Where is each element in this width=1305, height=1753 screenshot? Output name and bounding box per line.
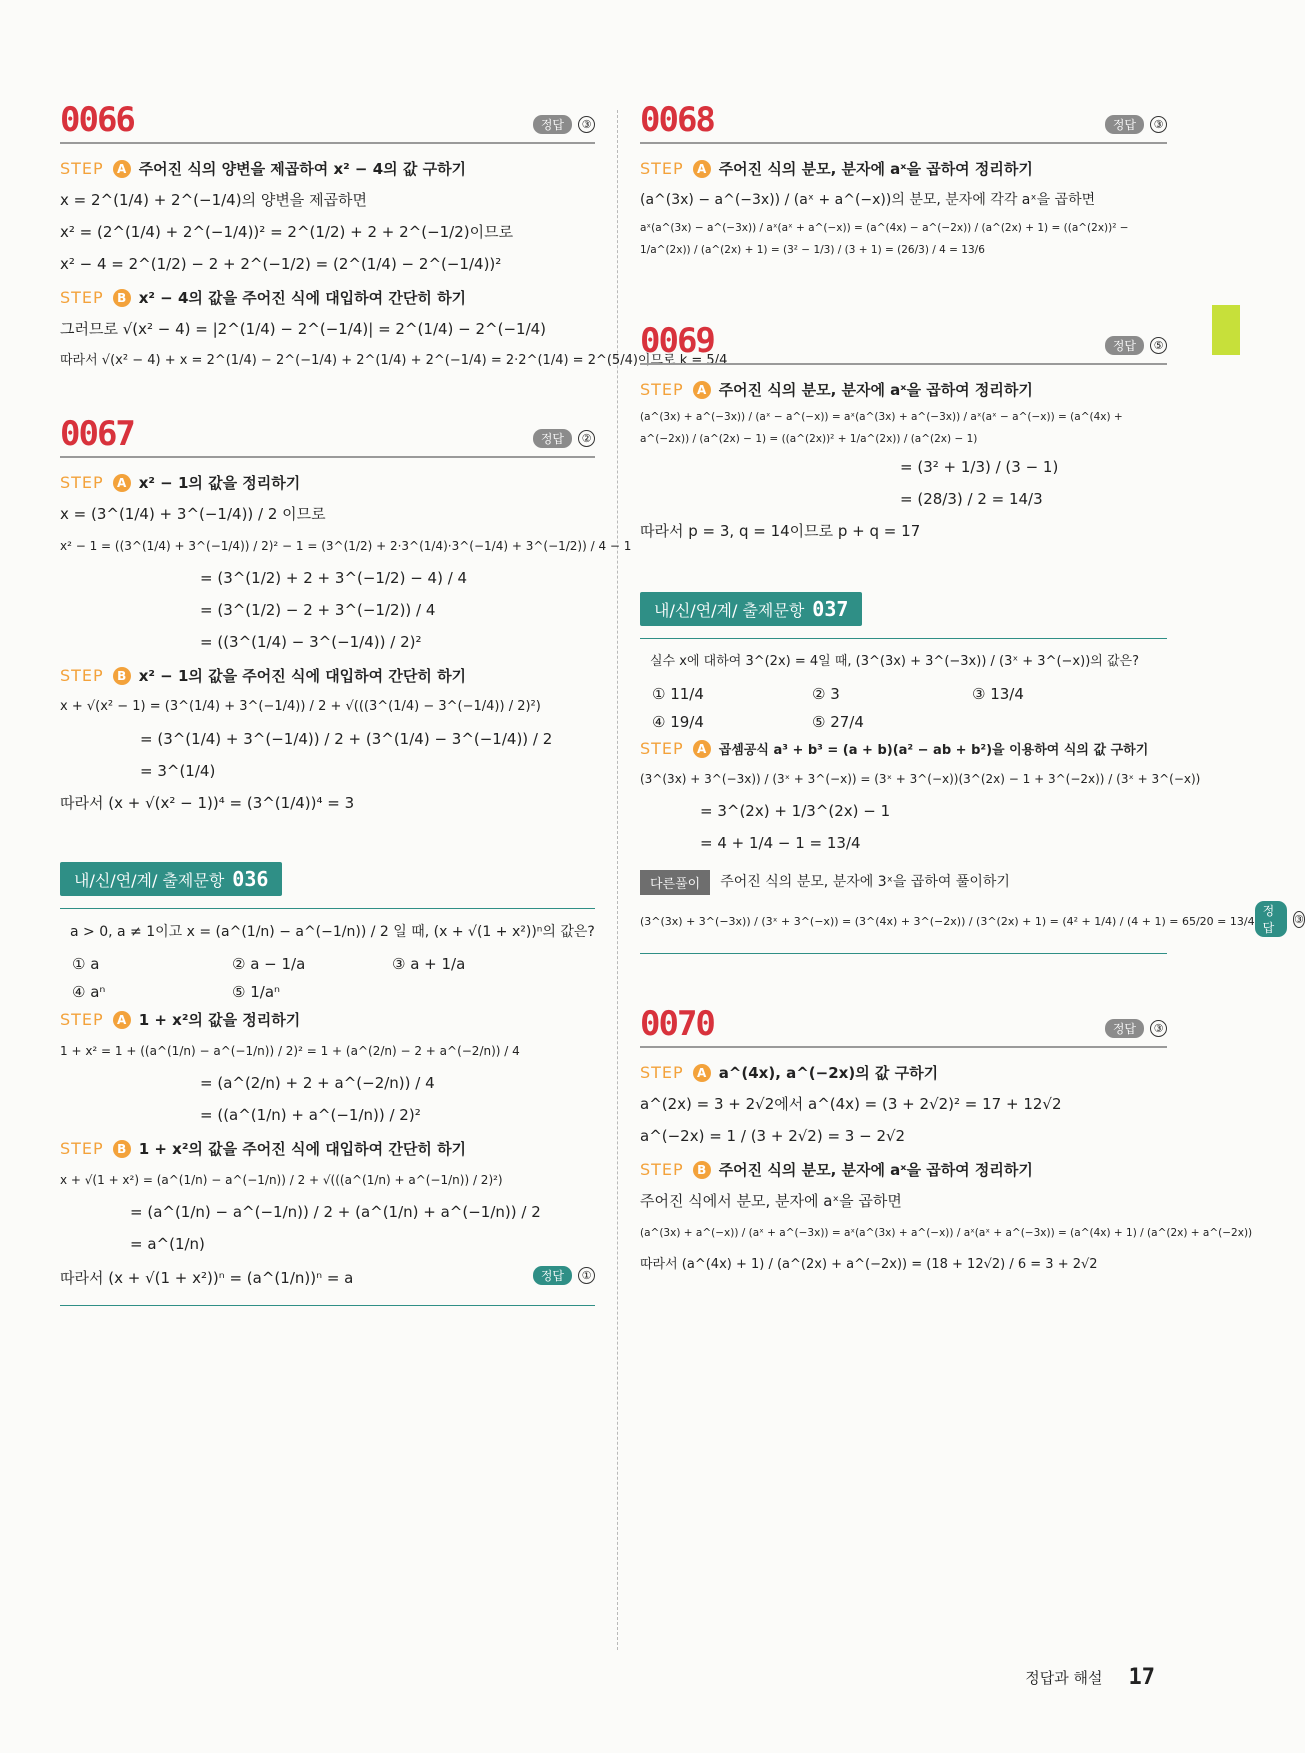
solution-line: = (3² + 1/3) / (3 − 1) [900,458,1059,476]
answer-indicator [1105,115,1167,134]
solution-line: aˣ(a^(3x) − a^(−3x)) / aˣ(aˣ + a^(−x)) = (a^(4x) − a^(−2x)) / (a^(2x) + 1) = ((a^(2x))² − 1/a^(2x)) / (a^(2x) + 1) = (3² − 1/3) / (3 + 1) = (26/3) / 4 = 13/6 [640,222,1129,256]
question-text: 실수 x에 대하여 3^(2x) = 4일 때, (3^(3x) + 3^(−3x)) / (3ˣ + 3^(−x))의 값은? [650,654,1139,669]
choice-2: ② 3 [812,685,840,703]
solution-line: (a^(3x) + a^(−x)) / (aˣ + a^(−3x)) = aˣ(a^(3x) + a^(−x)) / aˣ(aˣ + a^(−3x)) = (a^(4x) + 1) / (a^(2x) + a^(−2x)) [640,1227,1253,1239]
solution-line: x² − 1 = ((3^(1/4) + 3^(−1/4)) / 2)² − 1 = (3^(1/2) + 2·3^(1/4)·3^(−1/4) + 3^(−1/2)) / 4 − 1 [60,539,632,553]
linked-problem-036 [60,856,595,1306]
page-number: 17 [1128,1665,1155,1690]
answer-indicator [1105,1019,1167,1038]
step-title: 1 + x²의 값을 정리하기 [138,1011,301,1029]
step-letter: A [693,740,711,758]
answer-value: ③ [1150,116,1167,133]
problem-header [640,100,1167,144]
problem-number: 0067 [60,414,134,454]
step-letter: B [113,1140,131,1158]
question-text: a > 0, a ≠ 1이고 x = (a^(1/n) − a^(−1/n)) / 2 일 때, (x + √(1 + x²))ⁿ의 값은? [70,924,595,940]
step-b-heading [60,287,595,308]
step-title: a^(4x), a^(−2x)의 값 구하기 [718,1064,939,1082]
answer-badge: 정답 [1255,901,1287,937]
solution-line: x + √(1 + x²) = (a^(1/n) − a^(−1/n)) / 2 + √(((a^(1/n) + a^(−1/n)) / 2)²) [60,1173,503,1187]
answer-badge: 정답 [1105,336,1144,355]
solution-line: = (3^(1/4) + 3^(−1/4)) / 2 + (3^(1/4) − 3^(−1/4)) / 2 [140,730,553,748]
banner-rule [60,856,595,909]
step-label: STEP [60,473,104,492]
solution-line: (a^(3x) − a^(−3x)) / (aˣ + a^(−x))의 분모, 분자에 각각 aˣ을 곱하면 [640,192,1096,208]
banner-label: 내/신/연/계/ 출제문항 [654,600,805,620]
step-letter: A [113,160,131,178]
step-title: 주어진 식의 분모, 분자에 aˣ을 곱하여 정리하기 [718,381,1033,399]
final-answer-row [640,901,1304,943]
answer-value: ② [578,430,595,447]
chapter-tab-marker [1212,305,1240,355]
choice-1: ① a [72,955,100,973]
answer-badge: 정답 [1105,115,1144,134]
answer-value: ③ [578,116,595,133]
solution-line: 따라서 (a^(4x) + 1) / (a^(2x) + a^(−2x)) = (18 + 12√2) / 6 = 3 + 2√2 [640,1257,1098,1272]
solution-line: = (a^(2/n) + 2 + a^(−2/n)) / 4 [200,1074,435,1092]
answer-choices [60,955,595,1001]
step-label: STEP [640,1160,684,1179]
alternative-solution-heading [640,860,1167,901]
banner-label: 내/신/연/계/ 출제문항 [74,870,225,890]
solution-line: 따라서 p = 3, q = 14이므로 p + q = 17 [640,522,921,540]
solution-line: 그러므로 √(x² − 4) = |2^(1/4) − 2^(−1/4)| = 2^(1/4) − 2^(−1/4) [60,320,547,338]
answer-indicator [533,1266,595,1285]
answer-indicator [533,115,595,134]
banner-number: 037 [812,597,849,621]
step-label: STEP [60,666,104,685]
answer-indicator [1255,901,1305,937]
problem-header [640,1004,1167,1048]
solution-line: = (3^(1/2) + 2 + 3^(−1/2) − 4) / 4 [200,569,468,587]
step-label: STEP [640,739,684,758]
solution-line: 따라서 √(x² − 4) + x = 2^(1/4) − 2^(−1/4) + 2^(1/4) + 2^(−1/4) = 2·2^(1/4) = 2^(5/4)이므로 k = 5/4 [60,353,728,368]
problem-header [60,100,595,144]
step-title: 주어진 식의 양변을 제곱하여 x² − 4의 값 구하기 [138,160,467,178]
step-label: STEP [640,1063,684,1082]
step-b-heading [60,1138,595,1159]
choice-5: ⑤ 27/4 [812,713,864,731]
solution-line: = (3^(1/2) − 2 + 3^(−1/2)) / 4 [200,601,436,619]
solution-line: x² − 4 = 2^(1/2) − 2 + 2^(−1/2) = (2^(1/4) − 2^(−1/4))² [60,255,502,273]
solution-line: (3^(3x) + 3^(−3x)) / (3ˣ + 3^(−x)) = (3ˣ + 3^(−x))(3^(2x) − 1 + 3^(−2x)) / (3ˣ + 3^(−x)) [640,772,1201,786]
answer-badge: 정답 [533,1266,572,1285]
choice-3: ③ a + 1/a [392,955,466,973]
problem-header [60,414,595,458]
answer-value: ③ [1150,1020,1167,1037]
step-a-heading [640,739,1167,758]
step-label: STEP [60,288,104,307]
step-a-heading [60,158,595,179]
step-letter: A [113,1011,131,1029]
solution-line: a^(−2x) = 1 / (3 + 2√2) = 3 − 2√2 [640,1127,906,1145]
answer-value: ① [578,1267,595,1284]
choice-4: ④ aⁿ [72,983,106,1001]
step-b-heading [640,1159,1167,1180]
answer-value: ③ [1294,912,1304,926]
choice-1: ① 11/4 [652,685,704,703]
solution-line: = (28/3) / 2 = 14/3 [900,490,1043,508]
alt-solution-label: 다른풀이 [640,870,710,895]
choice-4: ④ 19/4 [652,713,704,731]
step-a-heading [60,472,595,493]
choice-5: ⑤ 1/aⁿ [232,983,280,1001]
problem-0069 [640,321,1167,546]
step-letter: B [693,1161,711,1179]
step-title: x² − 1의 값을 정리하기 [138,474,301,492]
answer-value: ⑤ [1150,337,1167,354]
solution-line: x + √(x² − 1) = (3^(1/4) + 3^(−1/4)) / 2 + √(((3^(1/4) − 3^(−1/4)) / 2)²) [60,699,541,714]
problem-0067 [60,414,632,818]
linked-problem-banner [640,592,862,626]
solution-line: a^(2x) = 3 + 2√2에서 a^(4x) = (3 + 2√2)² = 17 + 12√2 [640,1095,1062,1113]
solution-line: = ((a^(1/n) + a^(−1/n)) / 2)² [200,1106,421,1124]
solution-line: = 3^(2x) + 1/3^(2x) − 1 [700,802,891,820]
solution-line: = (a^(1/n) − a^(−1/n)) / 2 + (a^(1/n) + a^(−1/n)) / 2 [130,1203,541,1221]
answer-badge: 정답 [533,115,572,134]
choice-3: ③ 13/4 [972,685,1024,703]
section-end-rule [60,1305,595,1306]
step-letter: A [113,474,131,492]
step-label: STEP [640,380,684,399]
problem-number: 0070 [640,1004,714,1044]
solution-line: (a^(3x) + a^(−3x)) / (aˣ − a^(−x)) = aˣ(a^(3x) + a^(−3x)) / aˣ(aˣ − a^(−x)) = (a^(4x) + a^(−2x)) / (a^(2x) − 1) = ((a^(2x))² + 1/a^(2x)) / (a^(2x) − 1) [640,411,1123,445]
solution-line: 주어진 식에서 분모, 분자에 aˣ을 곱하면 [640,1192,902,1210]
step-letter: B [113,289,131,307]
linked-problem-037 [640,586,1304,954]
problem-header [640,321,1167,365]
problem-0070 [640,1004,1253,1280]
step-label: STEP [60,1010,104,1029]
solution-line: 따라서 (x + √(x² − 1))⁴ = (3^(1/4))⁴ = 3 [60,794,355,812]
final-answer-row [60,1261,595,1295]
step-title: 1 + x²의 값을 주어진 식에 대입하여 간단히 하기 [138,1140,467,1158]
step-b-heading [60,665,595,686]
banner-number: 036 [232,867,269,891]
solution-line: x = 2^(1/4) + 2^(−1/4)의 양변을 제곱하면 [60,191,368,209]
step-letter: A [693,1064,711,1082]
step-label: STEP [60,159,104,178]
answer-badge: 정답 [1105,1019,1144,1038]
problem-number: 0068 [640,100,714,140]
solution-line: 1 + x² = 1 + ((a^(1/n) − a^(−1/n)) / 2)² = 1 + (a^(2/n) − 2 + a^(−2/n)) / 4 [60,1044,520,1058]
solution-line: x = (3^(1/4) + 3^(−1/4)) / 2 이므로 [60,505,326,523]
banner-rule [640,586,1167,639]
step-letter: A [693,160,711,178]
problem-0068 [640,100,1167,261]
right-column [640,100,1304,1318]
step-a-heading [640,379,1167,400]
step-letter: B [113,667,131,685]
step-letter: A [693,381,711,399]
step-a-heading [640,1062,1167,1083]
answer-badge: 정답 [533,429,572,448]
step-title: 주어진 식의 분모, 분자에 aˣ을 곱하여 정리하기 [718,1161,1033,1179]
step-title: 주어진 식의 분모, 분자에 aˣ을 곱하여 정리하기 [718,160,1033,178]
answer-indicator [533,429,595,448]
answer-indicator [1105,336,1167,355]
step-a-heading [60,1009,595,1030]
footer-label: 정답과 해설 [1025,1669,1103,1687]
column-divider [617,110,618,1650]
problem-number: 0066 [60,100,134,140]
solution-line: = 4 + 1/4 − 1 = 13/4 [700,834,861,852]
alt-solution-title: 주어진 식의 분모, 분자에 3ˣ을 곱하여 풀이하기 [720,873,1010,890]
page-footer [1025,1665,1155,1690]
step-title: x² − 4의 값을 주어진 식에 대입하여 간단히 하기 [138,289,467,307]
step-a-heading [640,158,1167,179]
solution-line: = ((3^(1/4) − 3^(−1/4)) / 2)² [200,633,422,651]
linked-problem-banner [60,862,282,896]
solution-line: x² = (2^(1/4) + 2^(−1/4))² = 2^(1/2) + 2 + 2^(−1/2)이므로 [60,223,514,241]
solution-line: = a^(1/n) [130,1235,205,1253]
section-end-rule [640,953,1167,954]
step-title: x² − 1의 값을 주어진 식에 대입하여 간단히 하기 [138,667,467,685]
step-label: STEP [60,1139,104,1158]
step-title: 곱셈공식 a³ + b³ = (a + b)(a² − ab + b²)을 이용하여 식의 값 구하기 [718,743,1149,758]
solution-line: = 3^(1/4) [140,762,216,780]
problem-number: 0069 [640,321,714,361]
answer-choices [640,685,1167,731]
step-label: STEP [640,159,684,178]
solution-line: (3^(3x) + 3^(−3x)) / (3ˣ + 3^(−x)) = (3^(4x) + 3^(−2x)) / (3^(2x) + 1) = (4² + 1/4) / (4 + 1) = 65/20 = 13/4 [640,915,1255,928]
choice-2: ② a − 1/a [232,955,306,973]
solution-line: 따라서 (x + √(1 + x²))ⁿ = (a^(1/n))ⁿ = a [60,1269,354,1287]
